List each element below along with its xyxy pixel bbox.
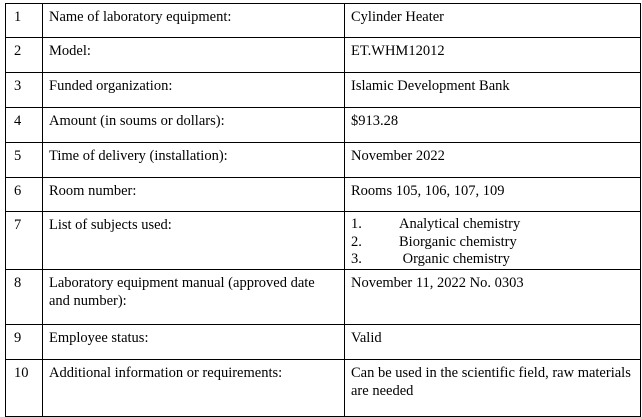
field-value: Islamic Development Bank <box>345 73 641 108</box>
row-number: 10 <box>6 359 43 416</box>
row-number: 2 <box>6 38 43 73</box>
list-item-number: 2. <box>351 233 362 250</box>
table-row <box>6 73 641 108</box>
field-label: Amount (in soums or dollars): <box>43 108 345 143</box>
field-value: Can be used in the scientific field, raw materials are needed <box>345 359 641 416</box>
list-item <box>351 216 634 234</box>
field-value: November 2022 <box>345 143 641 178</box>
field-label: Laboratory equipment manual (approved date and number): <box>43 269 345 324</box>
field-value: Valid <box>345 324 641 359</box>
field-label: Model: <box>43 38 345 73</box>
row-number: 4 <box>6 108 43 143</box>
row-number: 1 <box>6 4 43 38</box>
table-row <box>6 4 641 38</box>
table-row <box>6 143 641 178</box>
table-row <box>6 324 641 359</box>
equipment-info-table <box>5 3 641 417</box>
subjects-cell <box>345 212 641 270</box>
table-row <box>6 359 641 416</box>
row-number: 5 <box>6 143 43 178</box>
table-row <box>6 108 641 143</box>
table-row <box>6 212 641 270</box>
field-value: $913.28 <box>345 108 641 143</box>
field-label: Funded organization: <box>43 73 345 108</box>
list-item <box>351 234 634 252</box>
field-value: Rooms 105, 106, 107, 109 <box>345 178 641 212</box>
row-number: 9 <box>6 324 43 359</box>
list-item-label: Organic chemistry <box>399 251 510 267</box>
table-row <box>6 178 641 212</box>
row-number: 7 <box>6 212 43 270</box>
table-row <box>6 38 641 73</box>
list-item-number: 1. <box>351 216 362 232</box>
field-value: Cylinder Heater <box>345 4 641 38</box>
list-item-label: Analytical chemistry <box>399 216 521 232</box>
field-value: November 11, 2022 No. 0303 <box>345 269 641 324</box>
field-label: Name of laboratory equipment: <box>43 4 345 38</box>
list-item-label: Biorganic chemistry <box>399 233 517 250</box>
field-label: Room number: <box>43 178 345 212</box>
list-item <box>351 251 634 269</box>
field-value: ET.WHM12012 <box>345 38 641 73</box>
row-number: 6 <box>6 178 43 212</box>
field-label: Time of delivery (installation): <box>43 143 345 178</box>
field-label: Employee status: <box>43 324 345 359</box>
field-label: Additional information or requirements: <box>43 359 345 416</box>
list-item-number: 3. <box>351 251 362 267</box>
field-label: List of subjects used: <box>43 212 345 270</box>
row-number: 3 <box>6 73 43 108</box>
table-row <box>6 269 641 324</box>
row-number: 8 <box>6 269 43 324</box>
subjects-list <box>351 216 634 269</box>
